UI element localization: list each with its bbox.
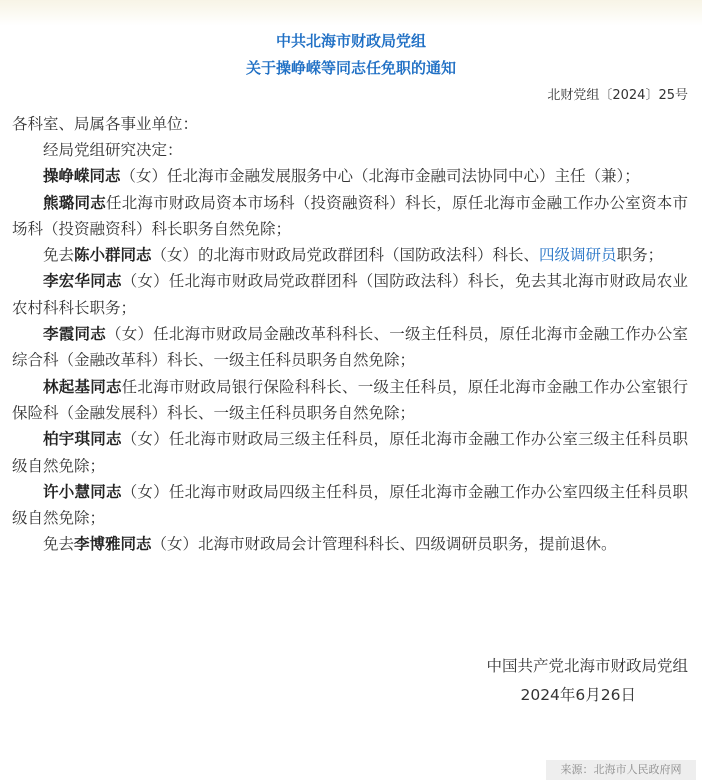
paragraph-text: （女）任北海市财政局党政群团科（国防政法科）科长，免去其北海市财政局农业农村科科长职务； — [12, 272, 688, 317]
paragraph-appointment — [12, 426, 688, 479]
person-name: 操峥嵘同志 — [43, 167, 121, 186]
person-name: 李宏华同志 — [43, 272, 122, 291]
paragraph-prefix: 免去 — [43, 535, 75, 554]
person-name: 李博雅同志 — [74, 535, 152, 554]
person-name: 柏宇琪同志 — [43, 430, 122, 449]
rank-link[interactable]: 四级调研员 — [539, 246, 617, 265]
paragraph-appointment — [12, 321, 688, 374]
paragraph-appointment — [12, 163, 688, 189]
person-name: 李霞同志 — [43, 325, 106, 344]
paragraph-appointment — [12, 374, 688, 427]
paragraph-text: （女）北海市财政局会计管理科科长、四级调研员职务，提前退休。 — [151, 535, 617, 554]
document-number: 北财党组〔2024〕25号 — [547, 88, 688, 103]
paragraph-dismissal — [12, 242, 688, 268]
person-name: 林起基同志 — [43, 377, 122, 396]
signature-date: 2024年6月26日 — [520, 686, 636, 704]
paragraph-dismissal — [12, 531, 688, 557]
salutation: 各科室、局属各事业单位： — [12, 115, 199, 133]
paragraph-text: 经局党组研究决定： — [43, 141, 183, 159]
paragraph-appointment — [12, 479, 688, 532]
source-label: 来源：北海市人民政府网 — [546, 760, 696, 780]
person-name: 许小慧同志 — [43, 482, 122, 501]
paragraph-prefix: 免去 — [43, 246, 75, 265]
paragraph-suffix: 职务； — [616, 246, 664, 265]
paragraph-text: （女）任北海市金融发展服务中心（北海市金融司法协同中心）主任（兼）； — [120, 167, 640, 186]
paragraph-text: （女）任北海市财政局三级主任科员，原任北海市金融工作办公室三级主任科员职级自然免除； — [12, 430, 688, 475]
paragraph-appointment — [12, 190, 688, 243]
person-name: 熊璐同志 — [43, 193, 106, 212]
notice-title-line2: 关于操峥嵘等同志任免职的通知 — [245, 59, 456, 77]
notice-body — [12, 137, 688, 558]
signature-org: 中国共产党北海市财政局党组 — [486, 657, 688, 675]
paragraph-text: （女）任北海市财政局四级主任科员，原任北海市金融工作办公室四级主任科员职级自然免除； — [12, 482, 688, 528]
paragraph-text: 任北海市财政局银行保险科科长、一级主任科员，原任北海市金融工作办公室银行保险科（金融发展科）科长、一级主任科员职务自然免除； — [12, 377, 688, 422]
paragraph-text: （女）的北海市财政局党政群团科（国防政法科）科长、 — [151, 246, 540, 265]
paragraph-intro — [12, 137, 688, 163]
notice-title-line1: 中共北海市财政局党组 — [275, 32, 426, 50]
paragraph-text: 任北海市财政局资本市场科（投资融资科）科长，原任北海市金融工作办公室资本市场科（投资融资科）科长职务自然免除； — [12, 193, 688, 238]
paragraph-text: （女）任北海市财政局金融改革科科长、一级主任科员，原任北海市金融工作办公室综合科（金融改革科）科长、一级主任科员职务自然免除； — [12, 325, 688, 370]
person-name: 陈小群同志 — [74, 246, 152, 265]
paragraph-appointment — [12, 268, 688, 321]
